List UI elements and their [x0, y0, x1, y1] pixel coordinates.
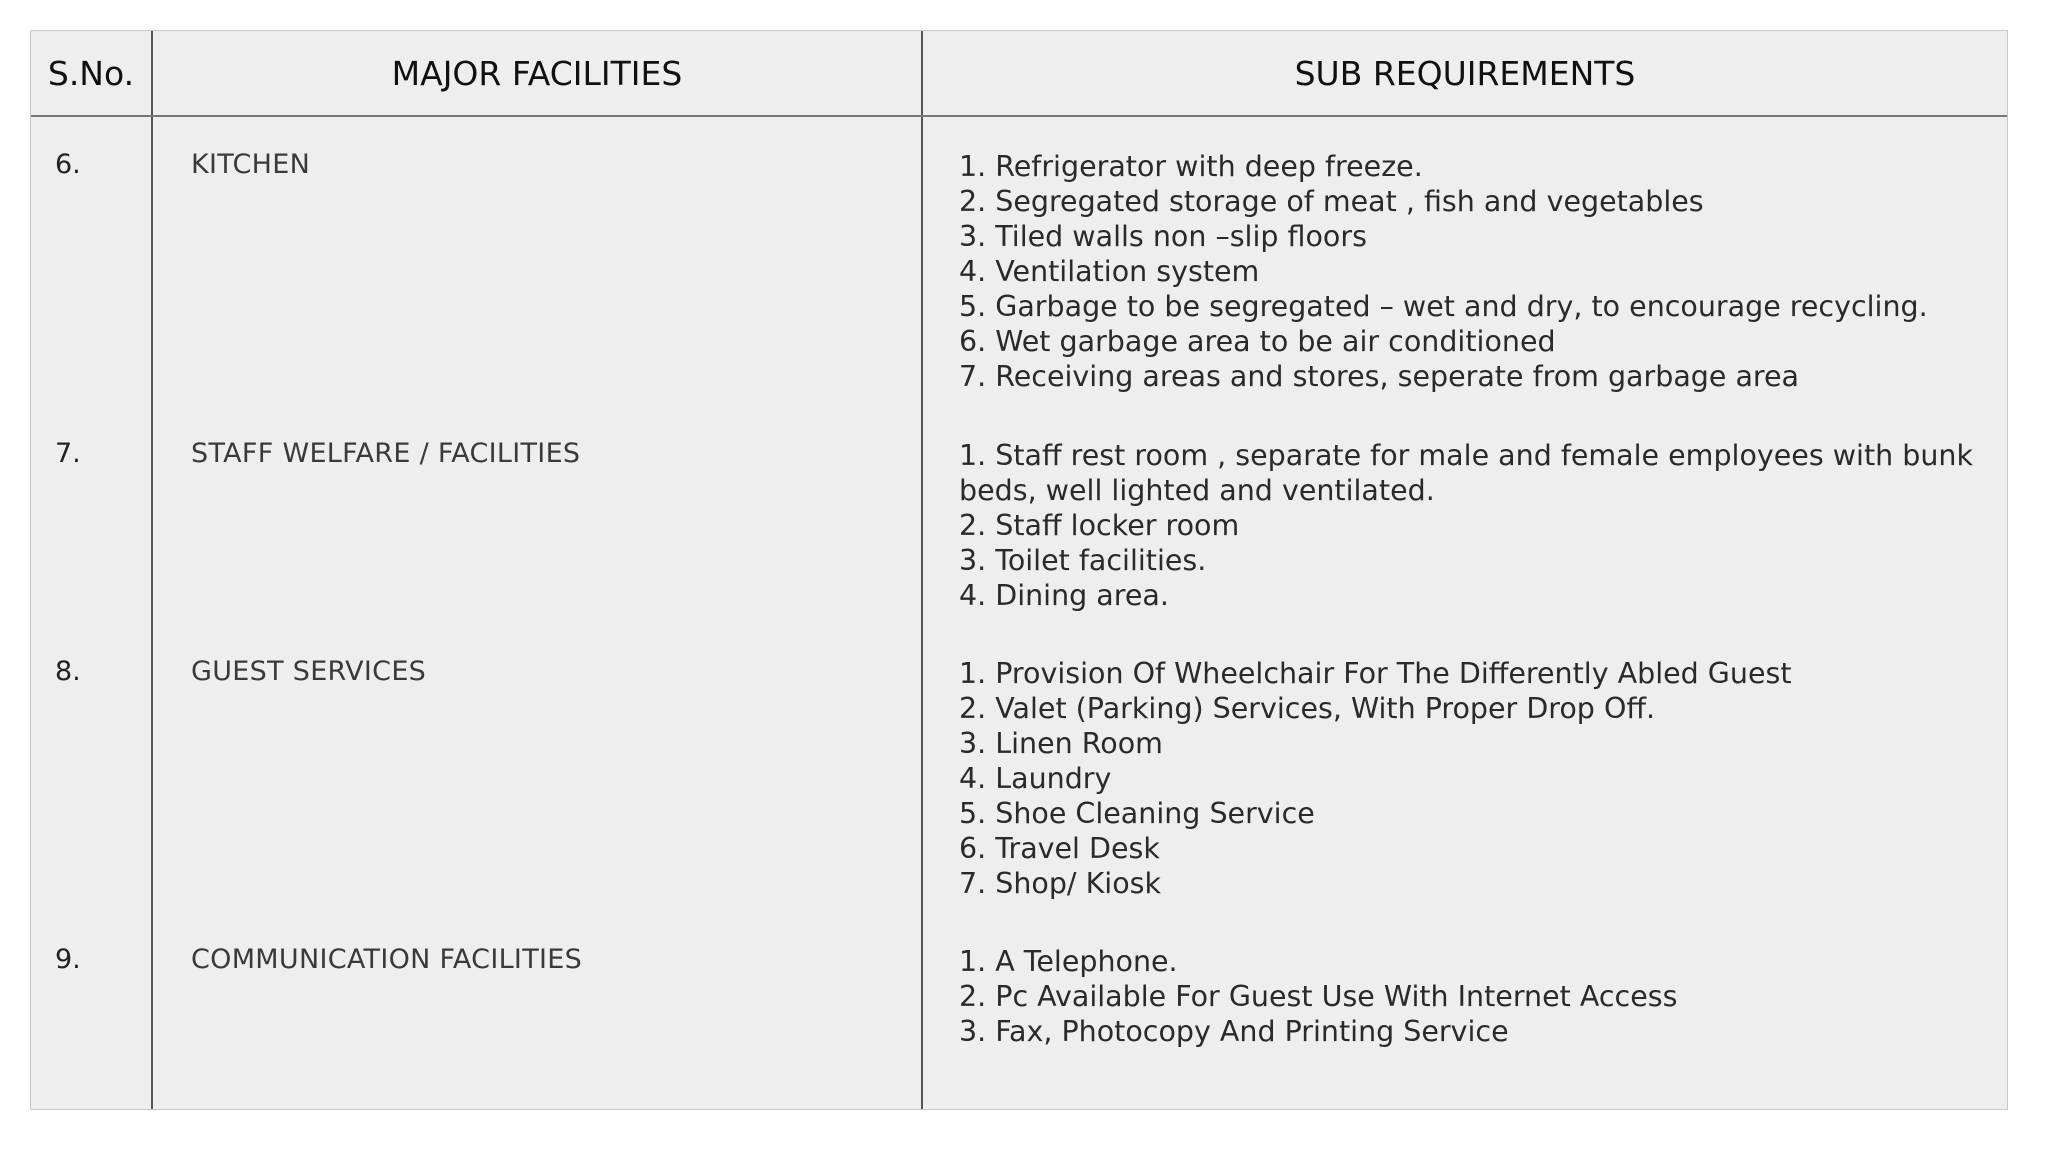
requirement-item: 1. A Telephone. — [959, 945, 1178, 978]
row-facility: KITCHEN — [191, 149, 311, 180]
requirement-item: 7. Shop/ Kiosk — [959, 867, 1161, 900]
requirement-item: 4. Ventilation system — [959, 255, 1260, 288]
requirement-item: 2. Pc Available For Guest Use With Internet Access — [959, 980, 1678, 1013]
row-requirements — [959, 149, 1989, 394]
requirement-item: 7. Receiving areas and stores, seperate from garbage area — [959, 360, 1800, 393]
requirement-item: 2. Staff locker room — [959, 509, 1240, 542]
row-facility: STAFF WELFARE / FACILITIES — [191, 438, 581, 469]
requirement-item: 1. Provision Of Wheelchair For The Differently Abled Guest — [959, 657, 1792, 690]
row-requirements — [959, 944, 1989, 1049]
requirement-item: 4. Laundry — [959, 762, 1112, 795]
requirement-item: 6. Travel Desk — [959, 832, 1160, 865]
requirement-item: 3. Toilet facilities. — [959, 544, 1207, 577]
requirement-item: 2. Segregated storage of meat , fish and vegetables — [959, 185, 1704, 218]
column-divider — [921, 31, 923, 1109]
header-sno: S.No. — [47, 53, 135, 93]
row-facility: GUEST SERVICES — [191, 656, 427, 687]
requirement-item: 1. Staff rest room , separate for male and female employees with bunk beds, well lighted and ventilated. — [959, 439, 1973, 507]
requirement-item: 3. Tiled walls non –slip floors — [959, 220, 1367, 253]
row-sno: 9. — [55, 944, 81, 975]
requirement-item: 2. Valet (Parking) Services, With Proper Drop Off. — [959, 692, 1656, 725]
row-sno: 7. — [55, 438, 81, 469]
header-sub-requirements: SUB REQUIREMENTS — [1294, 53, 1636, 93]
row-requirements — [959, 656, 1989, 901]
header-divider — [31, 115, 2007, 117]
requirement-item: 4. Dining area. — [959, 579, 1169, 612]
row-facility: COMMUNICATION FACILITIES — [191, 944, 583, 975]
requirement-item: 5. Shoe Cleaning Service — [959, 797, 1315, 830]
requirement-item: 1. Refrigerator with deep freeze. — [959, 150, 1423, 183]
row-sno: 8. — [55, 656, 81, 687]
facilities-table — [30, 30, 2008, 1110]
requirement-item: 5. Garbage to be segregated – wet and dry, to encourage recycling. — [959, 290, 1928, 323]
row-sno: 6. — [55, 149, 81, 180]
requirement-item: 6. Wet garbage area to be air conditioned — [959, 325, 1556, 358]
column-divider — [151, 31, 153, 1109]
row-requirements — [959, 438, 1989, 613]
header-major-facilities: MAJOR FACILITIES — [391, 53, 683, 93]
requirement-item: 3. Linen Room — [959, 727, 1163, 760]
requirement-item: 3. Fax, Photocopy And Printing Service — [959, 1015, 1509, 1048]
